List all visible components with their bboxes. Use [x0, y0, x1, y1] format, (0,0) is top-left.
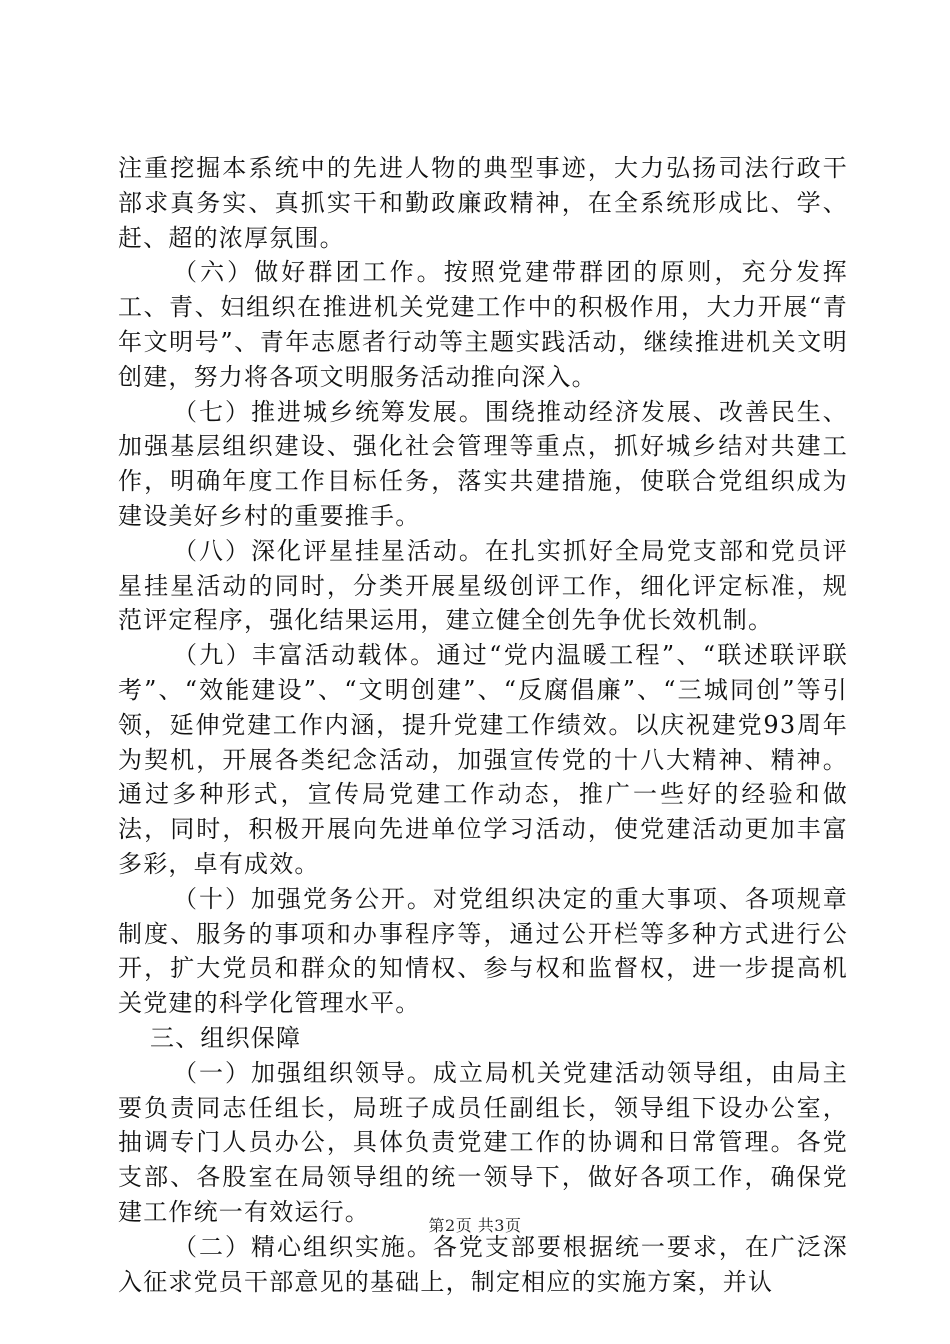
page-footer	[0, 1216, 950, 1236]
paragraph-guarantee-1: （一）加强组织领导。成立局机关党建活动领导组，由局主要负责同志任组长，局班子成员任副组长，领导组下设办公室，抽调专门人员办公，具体负责党建工作的协调和日常管理。各党支部、各股室在局领导组的统一领导下，做好各项工作，确保党建工作统一有效运行。	[118, 1058, 848, 1226]
section-heading-organizational-guarantee: 三、组织保障	[150, 1023, 302, 1052]
paragraph-section-10: （十）加强党务公开。对党组织决定的重大事项、各项规章制度、服务的事项和办事程序等，通过公开栏等多种方式进行公开，扩大党员和群众的知情权、参与权和监督权，进一步提高机关党建的科学化管理水平。	[118, 884, 848, 1018]
paragraph-continuation: 注重挖掘本系统中的先进人物的典型事迹，大力弘扬司法行政干部求真务实、真抓实干和勤政廉政精神，在全系统形成比、学、赶、超的浓厚氛围。	[118, 154, 848, 252]
paragraph-section-9: （九）丰富活动载体。通过“党内温暖工程”、“联述联评联考”、“效能建设”、“文明创建”、“反腐倡廉”、“三城同创”等引领，延伸党建工作内涵，提升党建工作绩效。以庆祝建党93周年为契机，开展各类纪念活动，加强宣传党的十八大精神、精神。通过多种形式，宣传局党建工作动态，推广一些好的经验和做法，同时，积极开展向先进单位学习活动，使党建活动更加丰富多彩，卓有成效。	[118, 641, 848, 878]
paragraph-guarantee-2: （二）精心组织实施。各党支部要根据统一要求，在广泛深入征求党员干部意见的基础上，制定相应的实施方案，并认	[118, 1232, 848, 1296]
paragraph-section-8: （八）深化评星挂星活动。在扎实抓好全局党支部和党员评星挂星活动的同时，分类开展星级创评工作，细化评定标准，规范评定程序，强化结果运用，建立健全创先争优长效机制。	[118, 536, 848, 635]
paragraph-section-7: （七）推进城乡统筹发展。围绕推动经济发展、改善民生、加强基层组织建设、强化社会管理等重点，抓好城乡结对共建工作，明确年度工作目标任务，落实共建措施，使联合党组织成为建设美好乡村的重要推手。	[118, 397, 848, 530]
paragraph-section-6: （六）做好群团工作。按照党建带群团的原则，充分发挥工、青、妇组织在推进机关党建工作中的积极作用，大力开展“青年文明号”、青年志愿者行动等主题实践活动，继续推进机关文明创建，努力将各项文明服务活动推向深入。	[118, 258, 848, 391]
page-number-label: 第2页 共3页	[428, 1216, 522, 1235]
document-body	[118, 151, 848, 1299]
